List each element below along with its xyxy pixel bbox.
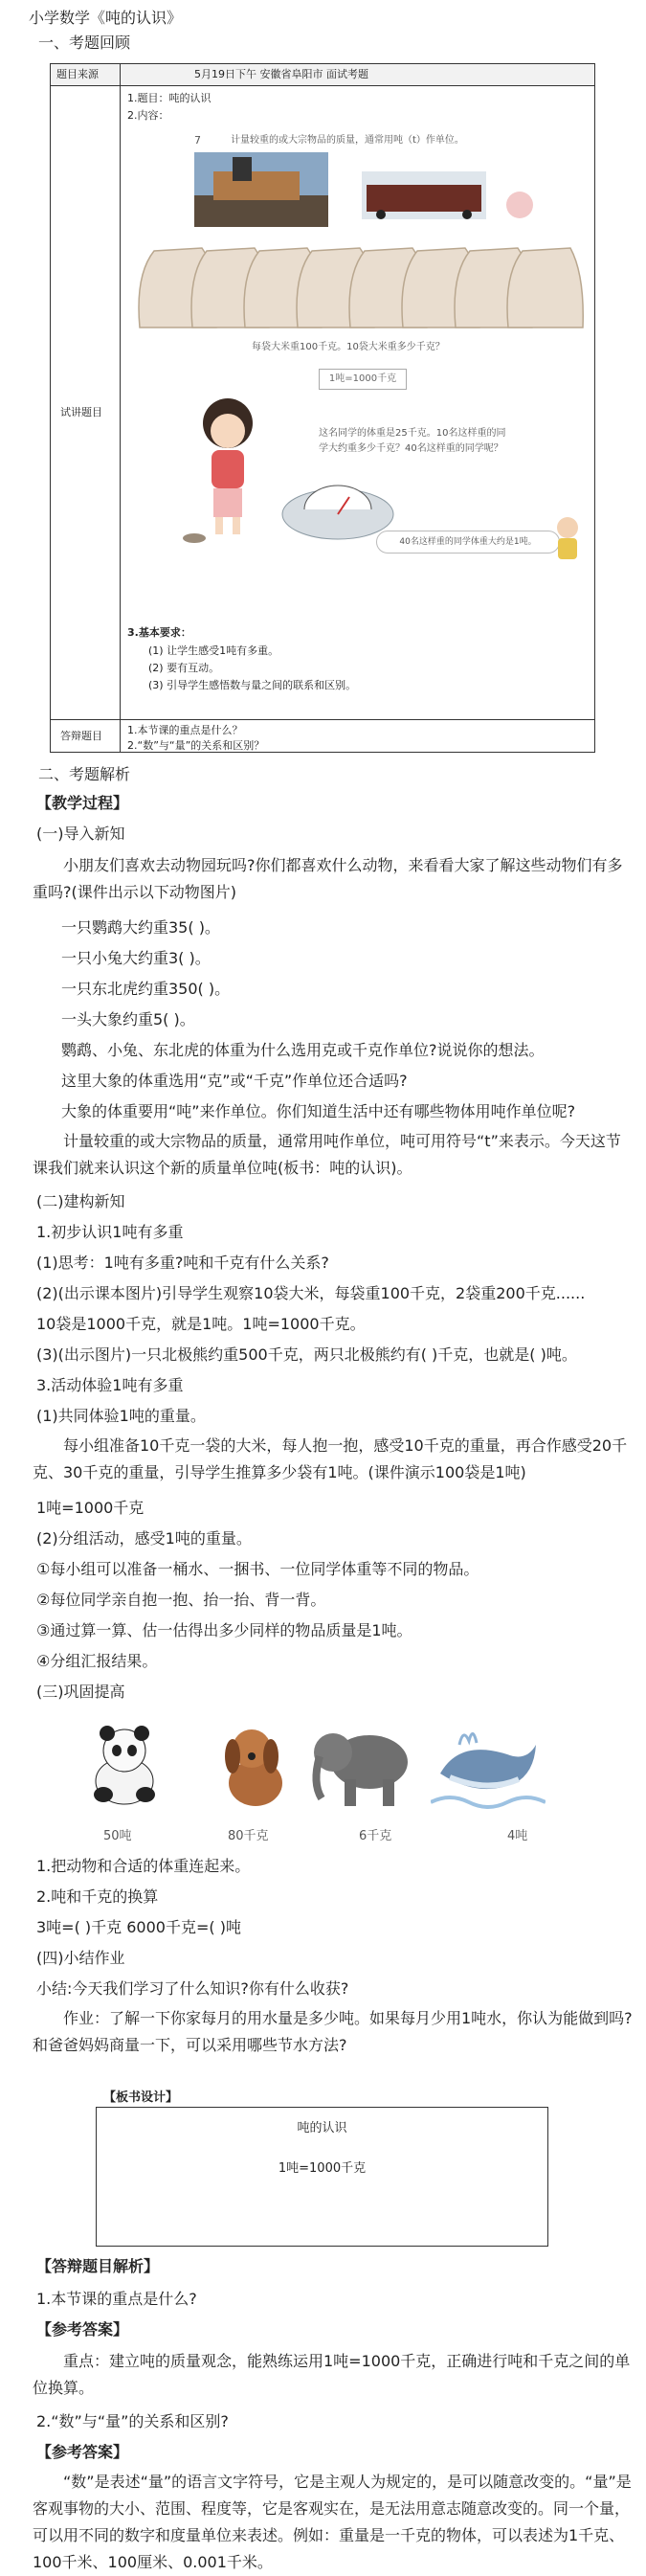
defense-answer-2: “数”是表述“量”的语言文字符号，它是主观人为规定的，是可以随意改变的。“量”是客观事物的大小、范围、程度等，它是客观实在，是无法用意志随意改变的。同一个量，可以用不同的数字和度量单位来表述。例如：重量是一千克的物体，可以表述为1千克、100千米、100厘米、0.001千米。 (33, 2473, 632, 2571)
intro-question-2: 这里大象的体重选用“克”或“千克”作单位还合适吗? (61, 1072, 408, 1090)
defense-answer-1: 重点：建立吨的质量观念，能熟练运用1吨=1000千克，正确进行吨和千克之间的单位换算。 (33, 2352, 631, 2397)
requirement-2: (2) 要有互动。 (148, 662, 220, 674)
animal-label-1: 50吨 (103, 1829, 132, 1843)
summary-heading: (四)小结作业 (36, 1949, 125, 1967)
board-equation: 1吨=1000千克 (278, 2161, 367, 2176)
summary-paragraph-2: 作业：了解一下你家每月的用水量是多少吨。如果每月少用1吨水，你认为能做到吗?和爸爸妈妈商量一下，可以采用哪些节水方法? (33, 2009, 633, 2054)
build-step-3f: ②每位同学亲自抱一抱、抬一抬、背一背。 (36, 1591, 326, 1609)
document-title: 小学数学《吨的认识》 (29, 9, 183, 27)
rice-question: 每袋大米重100千克。10袋大米重多少千克？ (252, 342, 445, 352)
basic-requirements-label: 3.基本要求： (127, 626, 191, 639)
build-step-1d: (3)(出示图片)一只北极熊约重500千克，两只北极熊约有( )千克，也就是( )吨。 (36, 1345, 577, 1364)
section-1-heading: 一、考题回顾 (38, 34, 131, 52)
build-step-3g: ③通过算一算、估一估得出多少同样的物品质量是1吨。 (36, 1621, 412, 1639)
animal-item-3: 一只东北虎约重350( )。 (61, 980, 231, 998)
intro-paragraph-2: 计量较重的或大宗物品的质量，通常用吨作单位，吨可用符号“t”来表示。今天这节课我们就来认识这个新的质量单位吨(板书：吨的认识)。 (33, 1132, 621, 1177)
rice-equation-box: 1吨=1000千克 (319, 369, 407, 390)
build-step-3e: ①每小组可以准备一桶水、一捆书、一位同学体重等不同的物品。 (36, 1560, 479, 1578)
exam-table (50, 63, 595, 753)
train-photos (194, 152, 539, 229)
build-step-3: 3.活动体验1吨有多重 (36, 1376, 184, 1394)
build-step-1: 1.初步认识1吨有多重 (36, 1223, 184, 1241)
question-content-label: 2.内容： (127, 109, 169, 122)
reference-answer-2: 【参考答案】 (36, 2443, 129, 2461)
consolidate-heading: (三)巩固提高 (36, 1683, 125, 1701)
rice-bags-illustration (135, 237, 585, 332)
defense-question-2: 2.“数”与“量”的关系和区别? (36, 2412, 229, 2430)
girl-illustration (175, 395, 280, 553)
board-design-box (96, 2107, 548, 2247)
build-heading: (二)建构新知 (36, 1192, 125, 1210)
exercise-text: 计量较重的或大宗物品的质量，通常用吨（t）作单位。 (231, 135, 464, 146)
build-step-3h: ④分组汇报结果。 (36, 1652, 158, 1670)
animal-item-4: 一头大象约重5( )。 (61, 1010, 195, 1028)
build-step-1c: 10袋是1000千克，就是1吨。1吨=1000千克。 (36, 1315, 366, 1333)
requirement-1: (1) 让学生感受1吨有多重。 (148, 644, 279, 657)
exercise-number: 7 (194, 134, 201, 147)
animal-item-2: 一只小兔大约重3( )。 (61, 949, 211, 967)
animal-label-4: 4吨 (507, 1829, 528, 1843)
build-step-3b: 每小组准备10千克一袋的大米，每人抱一抱，感受10千克的重量，再合作感受20千克、30千克的重量，引导学生推算多少袋有1吨。(课件演示100袋是1吨) (33, 1436, 628, 1481)
dog-icon (196, 1706, 311, 1821)
animal-label-3: 6千克 (359, 1829, 392, 1843)
girl-weight-question: 这名同学的体重是25千克。10名这样重的同学大约重多少千克？40名这样重的同学呢？ (319, 428, 506, 454)
defense-heading: 【答辩题目解析】 (36, 2257, 160, 2275)
intro-heading: (一)导入新知 (36, 825, 125, 843)
scale-illustration (280, 476, 395, 543)
intro-question-1: 鹦鹉、小兔、东北虎的体重为什么选用克或千克作单位?说说你的想法。 (61, 1041, 545, 1059)
reference-answer-1: 【参考答案】 (36, 2320, 129, 2339)
consolidate-2: 2.吨和千克的换算 (36, 1887, 159, 1906)
intro-question-3: 大象的体重要用“吨”来作单位。你们知道生活中还有哪些物体用吨作单位呢? (61, 1102, 576, 1120)
summary-paragraph-1: 小结:今天我们学习了什么知识?你有什么收获? (36, 1979, 349, 1998)
requirement-3: (3) 引导学生感悟数与量之间的联系和区别。 (148, 679, 357, 691)
header-source-value: 5月19日下午 安徽省阜阳市 面试考题 (194, 68, 368, 80)
build-step-3d: (2)分组活动，感受1吨的重量。 (36, 1529, 252, 1548)
consolidate-1: 1.把动物和合适的体重连起来。 (36, 1857, 251, 1875)
answer-label: 答辩题目 (60, 730, 102, 742)
header-source-label: 题目来源 (56, 68, 99, 80)
consolidate-2a: 3吨=( )千克 6000千克=( )吨 (36, 1918, 241, 1936)
elephant-icon (306, 1706, 421, 1821)
defense-question-1: 1.本节课的重点是什么? (36, 2290, 197, 2308)
section-2-heading: 二、考题解析 (38, 765, 131, 783)
teaching-process-heading: 【教学过程】 (36, 794, 129, 812)
child-icon (548, 514, 587, 562)
question-label: 试讲题目 (60, 406, 102, 418)
answer-question-2: 2.“数”与“量”的关系和区别？ (127, 739, 265, 752)
whale-icon (431, 1706, 546, 1821)
panda-icon (67, 1706, 182, 1821)
animal-label-2: 80千克 (228, 1829, 269, 1843)
animal-item-1: 一只鹦鹉大约重35( )。 (61, 918, 220, 937)
build-step-1b: (2)(出示课本图片)引导学生观察10袋大米，每袋重100千克，2袋重200千克...... (36, 1284, 586, 1302)
build-step-3a: (1)共同体验1吨的重量。 (36, 1407, 206, 1425)
board-design-tag: 【板书设计】 (103, 2090, 179, 2105)
build-step-1a: (1)思考：1吨有多重?吨和千克有什么关系? (36, 1254, 329, 1272)
question-title: 1.题目：吨的认识 (127, 92, 212, 104)
speech-bubble: 40名这样重的同学体重大约是1吨。 (376, 531, 560, 554)
board-title: 吨的认识 (297, 2121, 347, 2135)
build-step-3c: 1吨=1000千克 (36, 1499, 145, 1517)
answer-question-1: 1.本节课的重点是什么？ (127, 724, 243, 736)
intro-paragraph: 小朋友们喜欢去动物园玩吗?你们都喜欢什么动物，来看看大家了解这些动物们有多重吗?(课件出示以下动物图片) (33, 856, 623, 901)
